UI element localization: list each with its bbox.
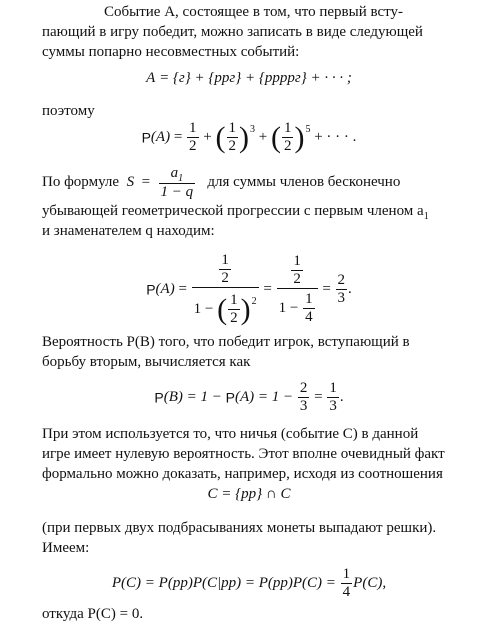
text-fragment: для суммы членов бесконечно — [207, 174, 401, 190]
equation-prob-c: P(C) = P(рр)P(C|рр) = P(рр)P(C) = $\frac{1}{4}$ P(C), — [111, 566, 387, 600]
text-line: убывающей геометрической прогрессии с первым членом $a_1$ — [42, 203, 429, 222]
equals-sign: = — [173, 129, 183, 145]
compound-fraction: $\frac{1}{2}$ 1 − $\frac{1}{4}$ — [277, 253, 318, 326]
text-line: Событие A, состоящее в том, что первый всту- — [104, 4, 403, 20]
eq-lhs: A — [146, 70, 156, 87]
eq-rhs: = {г} + {ррг} + {ррррг} + · · · ; — [159, 70, 352, 87]
power-term: ( $\frac{1}{2}$ ) 5 — [270, 120, 311, 154]
text-line: При этом используется то, что ничья (событие C) в данной — [42, 426, 419, 442]
text-line: и знаменателем q находим: — [42, 223, 215, 239]
fraction-numerator: 1 — [283, 120, 292, 136]
fraction: $\frac{1}{3}$ — [329, 380, 337, 414]
fraction: $\frac{2}{3}$ — [299, 380, 308, 414]
fraction: $\frac{2}{3}$ — [337, 272, 346, 306]
fraction: $\frac{1}{4}$ — [342, 566, 351, 600]
equation-event-sum — [0, 70, 498, 87]
fraction — [187, 120, 199, 155]
sum-symbol: S — [126, 174, 135, 190]
eq-arg: (A) — [155, 281, 175, 297]
plus-sign: + — [203, 129, 212, 145]
fraction-numerator: $a_1$ — [159, 165, 196, 184]
fraction-denominator: 2 — [189, 138, 197, 154]
exponent: 5 — [305, 124, 311, 135]
text-fragment: По формуле — [42, 174, 120, 190]
eq-arg: (A) — [150, 129, 171, 145]
text-line: пающий в игру победит, можно записать в виде следующей — [42, 24, 423, 40]
equals-sign: = — [178, 281, 187, 297]
compound-fraction: $\frac{1}{2}$ 1 − ( 1 2 ) 2 — [193, 252, 257, 326]
text-line: борьбу вторым, вычисляется как — [42, 354, 251, 370]
text-line: игре имеет нулевую вероятность. Этот вполне очевидный факт — [42, 446, 445, 462]
equals-sign: = — [263, 281, 272, 297]
equals-sign: = — [314, 389, 323, 405]
plus-sign: + — [258, 129, 268, 145]
exponent: 3 — [250, 124, 255, 135]
fraction-numerator: 1 — [189, 120, 197, 136]
prob-symbol: P — [225, 389, 235, 406]
equation-probability-series — [0, 120, 498, 155]
equals-sign: = — [322, 281, 331, 297]
text-line: (при первых двух подбрасываниях монеты выпадают решки). — [42, 520, 437, 536]
text-line — [42, 163, 400, 201]
fraction-denominator: 2 — [283, 138, 292, 154]
equation-geometric-sum: P(A) = $\frac{1}{2}$ 1 − ( 1 2 ) 2 = $\frac{1}{2}$ 1 − $\frac{1}{4}$ = $\frac{2}{3}$ . — [146, 252, 352, 326]
text-line: поэтому — [42, 103, 95, 119]
equation-prob-b: P(B) = 1 − P(A) = 1 − $\frac{2}{3}$ = $\frac{1}{3}$ . — [154, 380, 344, 414]
fraction — [159, 165, 196, 201]
series-tail: + · · · . — [314, 129, 357, 145]
text-line: суммы попарно несовместных событий: — [42, 44, 300, 60]
power-term: ( $\frac{1}{2}$ ) 3 — [215, 120, 255, 154]
fraction-numerator: 1 — [228, 120, 236, 136]
equation-relation: C = {рр} ∩ C — [207, 486, 291, 502]
text-line: откуда P(C) = 0. — [42, 606, 144, 622]
text-line: Вероятность P(B) того, что победит игрок, вступающий в — [42, 334, 410, 350]
text-line: формально можно доказать, например, исходя из соотношения — [42, 466, 443, 482]
prob-symbol: P — [146, 281, 156, 298]
fraction-denominator: 1 − q — [160, 183, 194, 200]
fraction-denominator: 2 — [228, 138, 236, 154]
prob-symbol: P — [154, 389, 164, 406]
text-line: Имеем: — [42, 540, 90, 556]
equals-sign: = — [141, 174, 151, 190]
prob-symbol: P — [141, 129, 151, 146]
